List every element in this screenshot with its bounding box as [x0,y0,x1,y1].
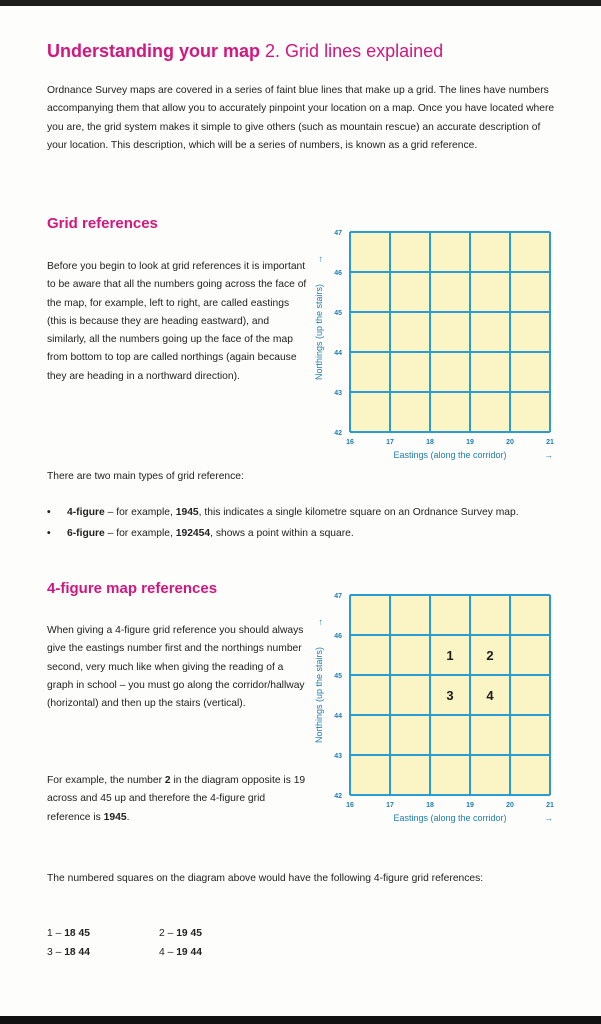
grid-square-number: 3 [446,688,454,703]
easting-tick-label: 17 [386,439,394,446]
types-intro: There are two main types of grid reference: [47,471,244,482]
easting-tick-label: 19 [466,802,474,809]
grid-references-paragraph: Before you begin to look at grid references it is important to be aware that all the numbers going across the face of the map, for example, left to right, are called eastings (this is because they are heading eastward), and similarly, all the numbers going up the face of the map from bottom to top are called northings (again because they are heading in a northward direction). [47,261,307,382]
y-axis-title: Northings (up the stairs) [314,646,324,744]
heading-grid-references: Grid references [47,215,158,232]
reference-item: 4 – 19 44 [159,947,202,958]
northing-tick-label: 46 [334,633,342,640]
easting-tick-label: 20 [506,439,514,446]
x-axis-arrow-icon: → [544,813,553,823]
northing-tick-label: 46 [334,270,342,277]
list-item-6-figure [47,525,562,543]
refs-intro: The numbered squares on the diagram above would have the following 4-figure grid references: [47,873,484,884]
page-title [47,41,567,62]
easting-tick-label: 21 [546,802,554,809]
bullet-text: – for example, [104,507,176,518]
grid-diagram-1 [310,222,560,462]
grid-square-number: 2 [486,648,494,663]
easting-tick-label: 19 [466,439,474,446]
bullet-term: 4-figure [67,507,105,518]
northing-tick-label: 44 [334,713,342,720]
bullet-term: 6-figure [67,527,105,539]
reference-item: 1 – 18 45 [47,928,90,939]
easting-tick-label: 17 [386,802,394,809]
bullet-text: , this indicates a single kilometre square on an Ordnance Survey map. [198,507,519,518]
bullet-text: – for example, [104,527,176,539]
y-axis-title: Northings (up the stairs) [314,283,324,381]
4-figure-paragraph: When giving a 4-figure grid reference you should always give the eastings number first and the northings number second, very much like when giving the reading of a graph in school – you must go along the corridor/hallway (horizontal) and then up the stairs (vertical). [47,625,305,710]
intro-paragraph: Ordnance Survey maps are covered in a series of faint blue lines that make up a grid. The lines have numbers accompanying them that allow you to accurately pinpoint your location on a map. Once you have located where you are, the grid system makes it simple to give others (such as mountain rescue) an accurate description of your location. This description, which will be a series of numbers, is known as a grid reference. [47,85,555,151]
easting-tick-label: 21 [546,439,554,446]
northing-tick-label: 43 [334,753,342,760]
x-axis-arrow-icon: → [544,450,553,460]
y-axis-arrow-icon: → [314,618,324,627]
grid-square-number: 1 [446,648,454,663]
northing-tick-label: 44 [334,350,342,357]
bullet-icon: • [47,507,51,518]
grid-square-number: 4 [486,688,494,703]
northing-tick-label: 45 [334,673,342,680]
bullet-text: , shows a point within a square. [210,527,354,539]
bullet-icon: • [47,527,51,539]
list-item-4-figure [47,504,562,522]
northing-tick-label: 42 [334,793,342,800]
northing-tick-label: 43 [334,390,342,397]
northing-tick-label: 42 [334,430,342,437]
northing-tick-label: 47 [334,230,342,237]
bottom-edge [0,1016,601,1024]
northing-tick-label: 47 [334,593,342,600]
grid-types-list [47,504,562,545]
y-axis-arrow-icon: → [314,255,324,264]
easting-tick-label: 20 [506,802,514,809]
bullet-example: 192454 [175,527,211,539]
x-axis-title: Eastings (along the corridor) [393,813,507,823]
example-paragraph: For example, the number 2 in the diagram opposite is 19 across and 45 up and therefore the 4-figure grid reference is 1945. [47,775,306,823]
grid-diagram-2 [310,585,560,825]
reference-item: 2 – 19 45 [159,928,202,939]
x-axis-title: Eastings (along the corridor) [393,450,507,460]
easting-tick-label: 16 [346,802,354,809]
easting-tick-label: 18 [426,802,434,809]
easting-tick-label: 18 [426,439,434,446]
grid-background [350,232,550,432]
title-sub: 2. Grid lines explained [265,41,444,61]
northing-tick-label: 45 [334,310,342,317]
heading-4-figure-references: 4-figure map references [47,580,218,597]
top-edge [0,0,601,6]
reference-item: 3 – 18 44 [47,947,90,958]
bullet-example: 1945 [175,507,199,518]
easting-tick-label: 16 [346,439,354,446]
title-main: Understanding your map [47,41,261,61]
